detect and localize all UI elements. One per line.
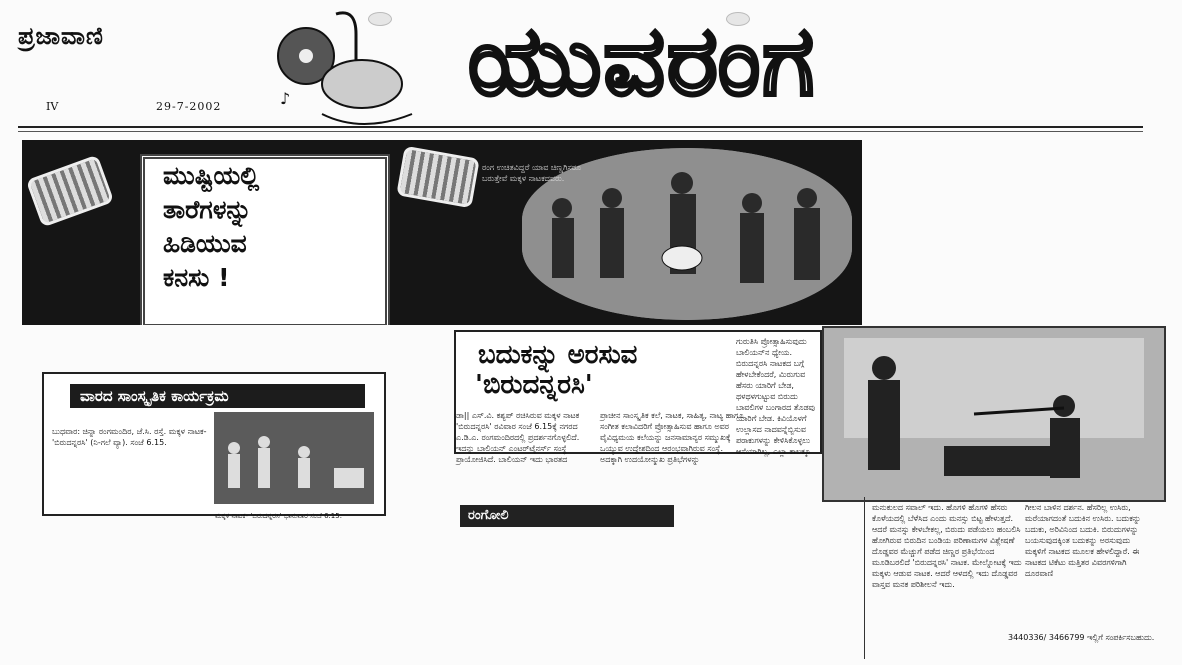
- hero-headline-line: ಹಿಡಿಯುವ: [163, 229, 247, 258]
- hero-photo-caption: ರಂಗ ಉಚಿತವಿದ್ದರೆ ಯಾವ ಚಿಣ್ಣಗಿಸರೂ ಬರುತ್ತೇವೆ ಮಕ್ಕಳ ನಾಟಕದವರು.: [482, 163, 582, 183]
- masthead-rule: [18, 126, 1143, 128]
- masthead-illustration: [262, 4, 432, 128]
- column-divider: [864, 497, 865, 659]
- rangoli-banner: [460, 505, 674, 527]
- rangoli-label: ರಂಗೋಲಿ: [468, 508, 509, 523]
- hero-headline-line: ಕನಸು !: [163, 263, 230, 292]
- section-title: ಯುವರಂಗ: [468, 6, 817, 116]
- weekly-programme-text: ಬುಧವಾರ: ಚಿನ್ನಾ ರಂಗಮಂದಿರ, ಜೆ.ಸಿ. ರಸ್ತೆ. ಮಕ್ಕಳ ನಾಟಕ- 'ಬಿರುದನ್ನರಸಿ' (ನಿ-ಗಲೆ ವ್ಯಾ). ಸಂಜೆ 6.15.: [52, 427, 207, 447]
- hero-banner: [22, 140, 862, 325]
- weekly-programme-title: ವಾರದ ಸಾಂಸ್ಕೃತಿಕ ಕಾರ್ಯಕ್ರಮ: [70, 384, 365, 408]
- hero-headline-box: [140, 154, 390, 325]
- hero-headline-line: ತಾರೆಗಳನ್ನು: [163, 195, 252, 224]
- masthead-rule-thin: [18, 131, 1143, 132]
- spotlight-icon: [26, 155, 115, 228]
- brand-name: ಪ್ರಜಾವಾಣಿ: [18, 22, 104, 50]
- spotlight-icon: [396, 146, 480, 208]
- article-column-2: ಪ್ರಾಚೀನ ಸಾಂಸ್ಕೃತಿಕ ಕಲೆ, ನಾಟಕ, ಸಾಹಿತ್ಯ, ನಾಟ್ಯ ಹಾಗೂ ಸಂಗೀತ ಕಲಾವಿದರಿಗೆ ಪ್ರೋತ್ಸಾಹಿಸುವ ಹಾಗೂ ಅವರ ವೈವಿಧ್ಯಮಯ ಕಲೆಯನ್ನು ಜನಸಾಮಾನ್ಯರ ಸಮ್ಮುಖಕ್ಕೆ ಒಯ್ಯುವ ಉದ್ದೇಶದಿಂದ ಆರಂಭವಾಗಿರುವ ಸಂಸ್ಥೆ. ಅದಕ್ಕಾಗಿ ಉದಯೋನ್ಮುಖ ಪ್ರತಿಭೆಗಳನ್ನು: [600, 411, 744, 464]
- article-column-1: ಡಾ|| ಎಸ್.ವಿ. ಕಶ್ಯಪ್ ರಚಿಸಿರುವ ಮಕ್ಕಳ ನಾಟಕ 'ಬಿರುದನ್ನರಸಿ' ರವಿವಾರ ಸಂಜೆ 6.15ಕ್ಕೆ ನಗರದ ಎ.ಡಿ.ಎ. ರಂಗಮಂದಿರದಲ್ಲಿ ಪ್ರದರ್ಶನಗೊಳ್ಳಲಿದೆ. ಇದನ್ನು ಬಾಲಿಯನ್ ಎಂಟರ್‌ಟೈನರ್ಸ್ ಸಂಸ್ಥೆ ಪ್ರಾಯೋಜಿಸಿದೆ. ಬಾಲಿಯನ್ ಇದು ಭಾರತದ: [456, 411, 580, 464]
- article-column-3: ಗುರುತಿಸಿ ಪ್ರೋತ್ಸಾಹಿಸುವುದು ಬಾಲಿಯನ್‌ನ ಧ್ಯೇಯ. ಬಿರುದನ್ನರಸಿ ನಾಟಕದ ಬಗ್ಗೆ ಹೇಳಬೇಕೆಂದರೆ, ಮಿರುಗುವ ಹೆಸರು ಯಾರಿಗೆ ಬೇಡ, ಥಳಥಳಗುಟ್ಟುವ ಬಿರುದು ಬಾವಲಿಗಳ ಬಂಗಾರದ ತೊಡವು ಯಾರಿಗೆ ಬೇಡ. ಕಿವಿಯೊಳಗೆ ಉಲ್ಲಾಸದ ನಾದವನ್ನೆಬ್ಬಿಸುವ ಪರಾಕುಗಳನ್ನು ಕೇಳಿಸಿಕೊಳ್ಳಲು ಆಸೆಯಾಗಿಲ್ಲ, ಎಲ್ಲಾ ಕಾಲಕ್ಕೂ: [736, 337, 816, 456]
- right-column-1: ಮನುಕುಲದ ಸವಾಲ್ ಇದು. ಹೊಗಳಿ ಹೊಗಳಿ ಹೆಸರು ಕೊಳೆಯದಲ್ಲಿ ಬೆಳೆಸಿದ ಎಂದು ಮನಸ್ಸು ಬಿಟ್ಟ ಹೇಳುತ್ತದೆ. ಆದರೆ ಮನಸ್ಸು ಕೇಳಬೇಕಲ್ಲ, ಬಿರುದು ಪಡೆಯಲು ಹಂಬಲಿಸಿ ಹೋಗಿರುವ ಬಿರುದಿನ ಬಂಡಿಯ ಪರಿಣಾಮಗಳ ವಿಶ್ಲೇಷಣೆ ದೊಡ್ಡವರ ಮೆಚ್ಚುಗೆ ಪಡೆದ ಚಿಣ್ಣರ ಪ್ರತಿಭೆಯಿಂದ ಮೂಡಿಬರಲಿದೆ 'ಬಿರುದನ್ನರಸಿ' ನಾಟಕ. ಮೇಲ್ನೋಟಕ್ಕೆ ಇದು ಮಕ್ಕಳು ಆಡುವ ನಾಟಕ. ಆದರೆ ಆಳದಲ್ಲಿ ಇದು ದೊಡ್ಡವರ ವಾಸ್ತವ ಮನಕ ಪರಿಶೀಲನೆ ಇದು.: [872, 503, 1022, 589]
- article-headline: ಬದುಕನ್ನು ಅರಸುವ: [478, 340, 638, 370]
- publication-date: 29-7-2002: [156, 100, 222, 113]
- newspaper-logo: [18, 22, 104, 50]
- right-column-2: ಗೀಲನ ಬಾಳಿನ ದರ್ಶನ. ಹೆಸರಿಲ್ಲ ಉಸಿರು, ಮರೆಯಾಗದಂತೆ ಬದುಕಿನ ಉಸಿರು. ಬದುಕನ್ನು ಬದುಕು, ಅರಿವಿನಿಂದ ಬದುಕಿ. ಬಿರುದುಗಳನ್ನು ಬಯಸುವುದಕ್ಕಿಂತ ಬದುಕನ್ನು ಅರಸುವುದು ಮಕ್ಕಳಿಗೆ ನಾಟಕದ ಮೂಲಕ ಹೇಳಲಿದ್ದಾರೆ. ಈ ನಾಟಕದ ಟಿಕೆಟು ಮತ್ತಿತರ ವಿವರಗಳಿಗಾಗಿ ದೂರವಾಣಿ: [1025, 503, 1141, 578]
- weekly-photo-caption: ಮಕ್ಕಳ ನಾಟಕ- 'ಬಿರುದನ್ನರಸಿ' ಭಾನುವಾರ ಸಂಜೆ 6.15.: [215, 512, 342, 520]
- contact-phones: 3440336/ 3466799 ಇಲ್ಲಿಗೆ ಸಂಪರ್ಕಿಸಬಹುದು.: [1008, 633, 1155, 642]
- svg-text:♪: ♪: [280, 89, 291, 108]
- hero-headline-line: ಮುಷ್ಟಿಯಲ್ಲಿ: [163, 161, 260, 190]
- page-number: IV: [46, 100, 59, 113]
- weekly-programme-photo: [214, 412, 374, 504]
- article-headline-title: 'ಬಿರುದನ್ನರಸಿ': [475, 370, 593, 400]
- play-photo: [822, 326, 1166, 502]
